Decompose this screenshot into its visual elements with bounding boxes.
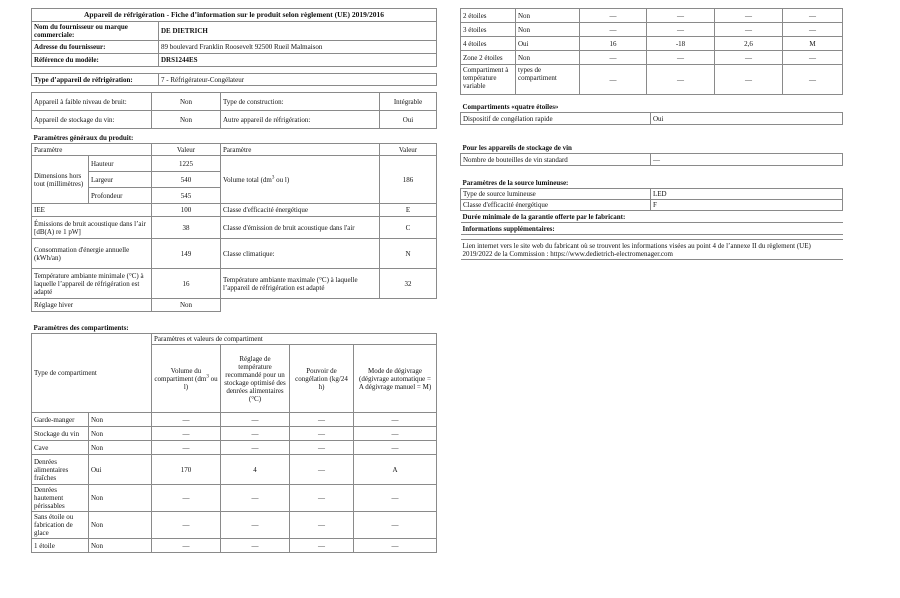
low-noise-value: Non xyxy=(152,93,221,111)
compartment-freeze: — xyxy=(290,455,354,485)
min-temp-label: Température ambiante minimale (°C) à laquelle l’appareil de réfrigération est adapté xyxy=(32,269,152,299)
extra-info-text: Lien internet vers le site web du fabricant où se trouvent les informations visées au point 4 de l’annexe II du règlement (UE) 2019/2022 de la Commission : https://www.dedietrich-electromenager.com xyxy=(461,240,843,260)
compartment-volume: — xyxy=(152,485,221,512)
compartment-freeze: — xyxy=(290,427,354,441)
compartment-name: 2 étoiles xyxy=(461,9,516,23)
light-type-label: Type de source lumineuse xyxy=(461,189,651,200)
wine-bottles-label: Nombre de bouteilles de vin standard xyxy=(461,154,651,166)
compartment-volume: — xyxy=(152,427,221,441)
header-table xyxy=(31,8,437,92)
variable-compartment-types: types de compartiment xyxy=(516,65,580,95)
light-class-value: F xyxy=(651,200,843,211)
light-type-value: LED xyxy=(651,189,843,200)
compartment-present: Oui xyxy=(89,455,152,485)
variable-freeze: — xyxy=(715,65,783,95)
compartment-defrost: — xyxy=(354,485,437,512)
compartment-defrost: — xyxy=(354,539,437,553)
compartment-temp: — xyxy=(647,23,715,37)
compartment-name: 1 étoile xyxy=(32,539,89,553)
compartment-defrost: — xyxy=(354,413,437,427)
compartment-name: 3 étoiles xyxy=(461,23,516,37)
depth-value: 545 xyxy=(152,188,221,204)
variable-volume: — xyxy=(580,65,647,95)
compartment-temp: — xyxy=(221,413,290,427)
energy-class-label: Classe d'efficacité énergétique xyxy=(221,204,380,217)
compartment-volume: — xyxy=(580,23,647,37)
height-label: Hauteur xyxy=(89,156,152,172)
compartments-table xyxy=(31,312,437,553)
compartment-temp: — xyxy=(221,441,290,455)
compartment-freeze: — xyxy=(290,441,354,455)
noise-class-value: C xyxy=(380,217,437,239)
compartment-defrost: — xyxy=(783,51,843,65)
compartment-row xyxy=(461,9,843,23)
appliance-type-label: Type d’appareil de réfrigération: xyxy=(32,74,159,86)
compartment-volume: — xyxy=(152,512,221,539)
wine-appliance-value: Non xyxy=(152,111,221,129)
compartment-volume-header: Volume du compartiment ($dm^3$ ou l) xyxy=(152,345,221,413)
compartment-row xyxy=(32,485,437,512)
compartment-temp: — xyxy=(221,485,290,512)
compartment-temp: — xyxy=(221,427,290,441)
compartment-volume: — xyxy=(580,9,647,23)
compartment-defrost: A xyxy=(354,455,437,485)
compartment-defrost: — xyxy=(783,9,843,23)
climate-class-label: Classe climatique: xyxy=(221,239,380,269)
climate-class-value: N xyxy=(380,239,437,269)
compartment-volume: — xyxy=(580,51,647,65)
model-value: DRS1244ES xyxy=(159,54,437,67)
height-value: 1225 xyxy=(152,156,221,172)
construction-value: Intégrable xyxy=(380,93,437,111)
compartment-row xyxy=(32,539,437,553)
compartment-name: Cave xyxy=(32,441,89,455)
supplier-address-value: 89 boulevard Franklin Roosevelt 92500 Rueil Malmaison xyxy=(159,41,437,54)
right-column xyxy=(460,8,843,260)
compartment-name: Sans étoile ou fabrication de glace xyxy=(32,512,89,539)
max-temp-value: 32 xyxy=(380,269,437,299)
sheet-title: Appareil de réfrigération - Fiche d’information sur le produit selon règlement (UE) 2019/2016 xyxy=(32,9,437,22)
winter-setting-label: Réglage hiver xyxy=(32,299,152,312)
energy-class-value: E xyxy=(380,204,437,217)
variable-temp: — xyxy=(647,65,715,95)
compartment-row xyxy=(32,427,437,441)
compartment-row xyxy=(461,23,843,37)
four-star-heading: Compartiments «quatre étoiles» xyxy=(461,95,843,113)
consumption-label: Consommation d'énergie annuelle (kWh/an) xyxy=(32,239,152,269)
compartment-present: Non xyxy=(516,9,580,23)
width-label: Largeur xyxy=(89,172,152,188)
compartment-name: Denrées hautement périssables xyxy=(32,485,89,512)
supplier-address-label: Adresse du fournisseur: xyxy=(32,41,159,54)
compartment-name: 4 étoiles xyxy=(461,37,516,51)
compartment-volume: 170 xyxy=(152,455,221,485)
max-temp-label: Température ambiante maximale (°C) à laquelle l’appareil de réfrigération est adapté xyxy=(221,269,380,299)
compartment-freeze: — xyxy=(715,51,783,65)
compartment-defrost: M xyxy=(783,37,843,51)
supplier-name-label: Nom du fournisseur ou marque commerciale: xyxy=(32,22,159,41)
compartment-present: Non xyxy=(89,441,152,455)
noise-value: 38 xyxy=(152,217,221,239)
model-label: Référence du modèle: xyxy=(32,54,159,67)
compartment-present: Non xyxy=(89,427,152,441)
compartment-present: Non xyxy=(89,512,152,539)
compartment-volume: — xyxy=(152,413,221,427)
compartment-volume: 16 xyxy=(580,37,647,51)
compartments-heading: Paramètres des compartiments: xyxy=(32,312,437,334)
general-param-header-2: Paramètre xyxy=(221,144,380,156)
total-volume-value: 186 xyxy=(380,156,437,204)
compartment-freeze: — xyxy=(715,9,783,23)
compartment-freeze: — xyxy=(290,539,354,553)
compartment-volume: — xyxy=(152,441,221,455)
compartment-row xyxy=(32,441,437,455)
compartment-row xyxy=(461,51,843,65)
other-appliance-value: Oui xyxy=(380,111,437,129)
width-value: 540 xyxy=(152,172,221,188)
depth-label: Profondeur xyxy=(89,188,152,204)
noise-class-label: Classe d'émission de bruit acoustique dans l'air xyxy=(221,217,380,239)
compartment-defrost: — xyxy=(354,512,437,539)
other-appliance-label: Autre appareil de réfrigération: xyxy=(221,111,380,129)
compartment-type-header: Type de compartiment xyxy=(32,334,152,413)
compartment-temp: -18 xyxy=(647,37,715,51)
wine-heading: Pour les appareils de stockage de vin xyxy=(461,139,843,154)
warranty-label: Durée minimale de la garantie offerte par le fabricant: xyxy=(461,211,843,223)
compartment-row xyxy=(32,455,437,485)
compartment-temp: 4 xyxy=(221,455,290,485)
general-value-header: Valeur xyxy=(152,144,221,156)
light-class-label: Classe d'efficacité énergétique xyxy=(461,200,651,211)
total-volume-label: Volume total ($dm^3$ ou l) xyxy=(221,156,380,204)
extra-info-heading: Informations supplémentaires: xyxy=(461,223,843,235)
compartment-present: Non xyxy=(89,539,152,553)
compartment-name: Zone 2 étoiles xyxy=(461,51,516,65)
fast-freeze-value: Oui xyxy=(651,113,843,125)
compartment-temp: — xyxy=(647,51,715,65)
compartment-name: Garde-manger xyxy=(32,413,89,427)
compartments-table-continued xyxy=(460,8,843,95)
general-parameters-table xyxy=(31,129,437,312)
iee-value: 100 xyxy=(152,204,221,217)
compartment-temp: — xyxy=(647,9,715,23)
noise-label: Émissions de bruit acoustique dans l’air [dB(A) re 1 pW] xyxy=(32,217,152,239)
compartment-row xyxy=(32,512,437,539)
compartment-name: Stockage du vin xyxy=(32,427,89,441)
four-star-table xyxy=(460,95,843,260)
variable-compartment-name: Compartiment à température variable xyxy=(461,65,516,95)
winter-setting-value: Non xyxy=(152,299,221,312)
compartment-temp: — xyxy=(221,539,290,553)
general-heading: Paramètres généraux du produit: xyxy=(32,129,437,144)
wine-bottles-value: — xyxy=(651,154,843,166)
compartment-present: Non xyxy=(89,413,152,427)
variable-defrost: — xyxy=(783,65,843,95)
general-value-header-2: Valeur xyxy=(380,144,437,156)
features-table xyxy=(31,92,437,129)
compartment-present: Non xyxy=(89,485,152,512)
compartment-temp-header: Réglage de température recommandé pour un stockage optimisé des denrées alimentaires (°C) xyxy=(221,345,290,413)
compartment-freeze: — xyxy=(290,413,354,427)
wine-appliance-label: Appareil de stockage du vin: xyxy=(32,111,152,129)
compartment-freeze: — xyxy=(715,23,783,37)
compartment-freeze: — xyxy=(290,485,354,512)
compartment-present: Oui xyxy=(516,37,580,51)
fast-freeze-label: Dispositif de congélation rapide xyxy=(461,113,651,125)
compartment-present: Non xyxy=(516,51,580,65)
min-temp-value: 16 xyxy=(152,269,221,299)
compartment-defrost: — xyxy=(354,427,437,441)
compartment-temp: — xyxy=(221,512,290,539)
compartment-row xyxy=(32,413,437,427)
appliance-type-value: 7 - Réfrigérateur-Congélateur xyxy=(159,74,437,86)
compartment-defrost: — xyxy=(354,441,437,455)
low-noise-label: Appareil à faible niveau de bruit: xyxy=(32,93,152,111)
compartment-defrost: — xyxy=(783,23,843,37)
light-source-heading: Paramètres de la source lumineuse: xyxy=(461,174,843,189)
compartment-present: Non xyxy=(516,23,580,37)
compartment-name: Denrées alimentaires fraîches xyxy=(32,455,89,485)
compartment-freeze: — xyxy=(290,512,354,539)
compartment-volume: — xyxy=(152,539,221,553)
left-column xyxy=(31,8,437,553)
compartment-row xyxy=(461,37,843,51)
general-param-header: Paramètre xyxy=(32,144,152,156)
supplier-name-value: DE DIETRICH xyxy=(159,22,437,41)
consumption-value: 149 xyxy=(152,239,221,269)
iee-label: IEE xyxy=(32,204,152,217)
compartment-freeze: 2,6 xyxy=(715,37,783,51)
compartment-defrost-header: Mode de dégivrage (dégivrage automatique = A dégivrage manuel = M) xyxy=(354,345,437,413)
construction-label: Type de construction: xyxy=(221,93,380,111)
compartment-params-header: Paramètres et valeurs de compartiment xyxy=(152,334,437,345)
compartment-freeze-header: Pouvoir de congélation (kg/24 h) xyxy=(290,345,354,413)
dimensions-label: Dimensions hors tout (millimètres) xyxy=(32,156,89,204)
